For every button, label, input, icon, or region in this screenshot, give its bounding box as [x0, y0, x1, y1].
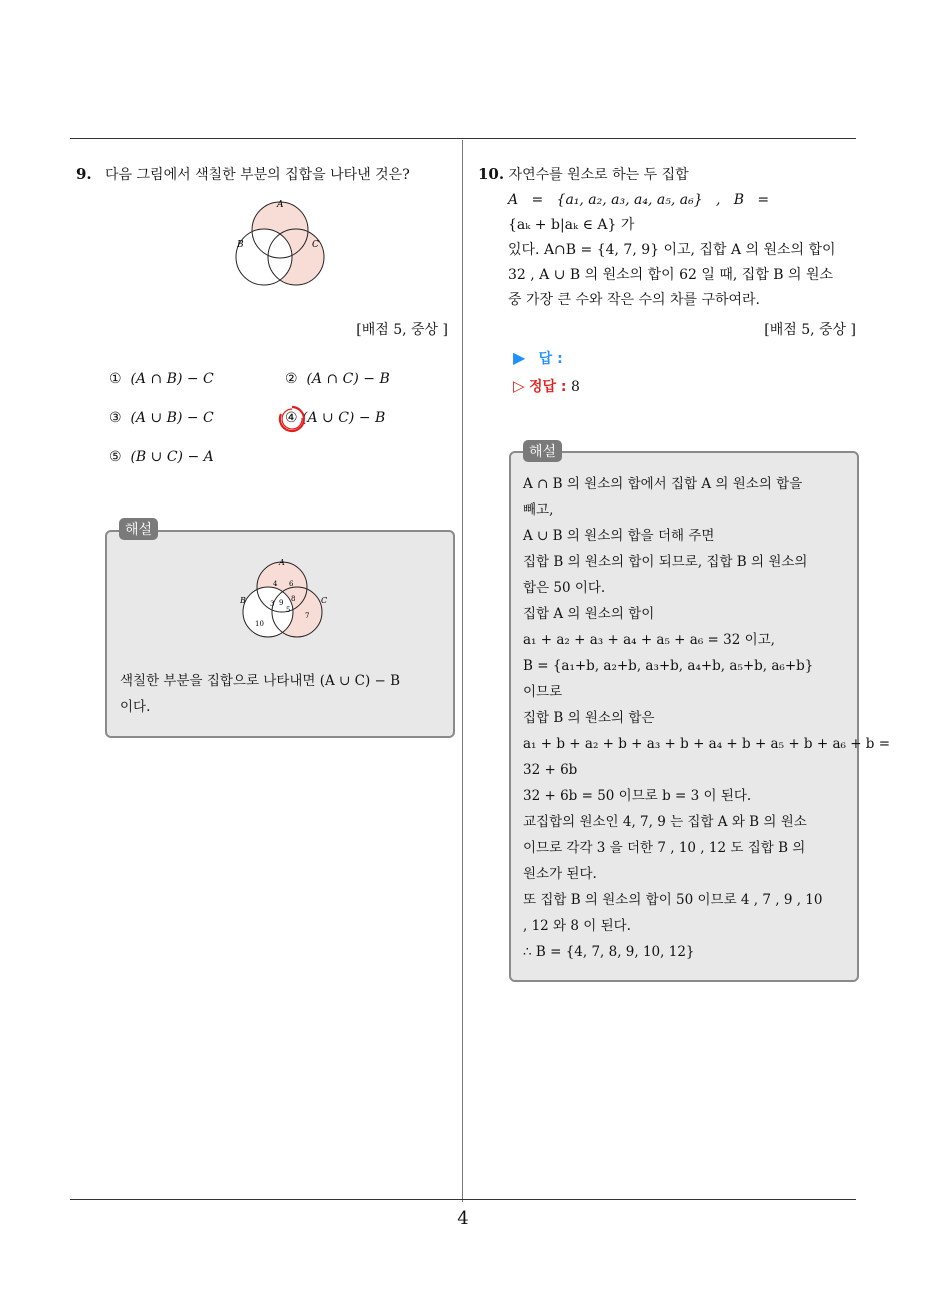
choice-text: (A ∪ C) − B [302, 410, 386, 426]
choice-text: (A ∩ B) − C [130, 371, 214, 387]
region-number: 4 [273, 580, 278, 588]
region-number: 8 [291, 595, 296, 603]
venn-label-b: B [237, 240, 244, 250]
venn-diagram-solution [235, 556, 335, 646]
solution-line: 이다. [120, 699, 151, 715]
choice-text: (A ∪ B) − C [130, 410, 214, 426]
solution-tag-9: 해설 [119, 518, 158, 540]
choice-2[interactable] [285, 371, 390, 387]
question-10 [478, 162, 858, 313]
solution-line: 색칠한 부분을 집합으로 나타내면 (A ∪ C) − B [120, 673, 401, 689]
solution-line: 집합 A 의 원소의 합이 [523, 606, 655, 622]
question-line: 32 , A ∪ B 의 원소의 합이 62 일 때, 집합 B 의 원소 [508, 267, 834, 283]
answer-line [513, 348, 563, 368]
region-number: 6 [289, 580, 294, 588]
question-9-header [76, 162, 448, 188]
solution-line: , 12 와 8 이 된다. [523, 918, 631, 934]
region-number: 3 [270, 600, 275, 608]
question-10-meta: [배점 5, 중상 ] [764, 322, 856, 338]
column-divider [462, 140, 463, 1202]
correct-label: 정답 : [529, 379, 567, 395]
play-arrow-icon: ▶ [513, 348, 526, 367]
solution-line: 합은 50 이다. [523, 580, 606, 596]
correct-answer-line [513, 376, 580, 396]
page-number: 4 [457, 1208, 469, 1229]
question-line: 중 가장 큰 수와 작은 수의 차를 구하여라. [508, 292, 760, 308]
solution-box-9 [105, 530, 455, 738]
venn-label-a: A [279, 558, 285, 567]
question-line: {aₖ + b|aₖ ∈ A} 가 [508, 217, 635, 233]
question-number: 9. [76, 165, 92, 183]
choice-text: (B ∪ C) − A [130, 449, 214, 465]
region-number: 7 [305, 612, 310, 620]
solution-line: 이므로 [523, 684, 563, 700]
solution-line: a₁ + b + a₂ + b + a₃ + b + a₄ + b + a₅ + b + a₆ + b = [523, 736, 891, 752]
venn-label-b: B [240, 596, 246, 605]
solution-line: ∴ B = {4, 7, 8, 9, 10, 12} [523, 944, 695, 960]
solution-line: 집합 B 의 원소의 합은 [523, 710, 655, 726]
region-number: 10 [255, 620, 264, 628]
question-line: 있다. A∩B = {4, 7, 9} 이고, 집합 A 의 원소의 합이 [508, 242, 836, 258]
outline-arrow-icon: ▷ [513, 377, 525, 395]
solution-line: 빼고, [523, 502, 554, 518]
solution-line: 32 + 6b [523, 762, 578, 778]
choice-text: (A ∩ C) − B [306, 371, 390, 387]
question-line: 자연수를 원소로 하는 두 집합 [508, 167, 689, 183]
choice-mark: ③ [109, 410, 122, 426]
choice-5[interactable] [109, 449, 214, 465]
question-text: 다음 그림에서 색칠한 부분의 집합을 나타낸 것은? [105, 167, 410, 183]
question-9 [76, 162, 448, 188]
choice-mark: ② [285, 371, 298, 387]
region-number: 5 [286, 606, 291, 614]
region-number: 9 [279, 599, 284, 607]
choice-3[interactable] [109, 410, 214, 426]
solution-line: B = {a₁+b, a₂+b, a₃+b, a₄+b, a₅+b, a₆+b} [523, 658, 814, 674]
venn-label-c: C [321, 596, 328, 605]
question-number: 10. [478, 165, 505, 183]
answer-label: 답 : [538, 351, 563, 367]
venn-label-c: C [312, 240, 319, 250]
choice-1[interactable] [109, 371, 214, 387]
venn-label-a: A [277, 200, 284, 210]
venn-diagram-question [228, 196, 338, 296]
solution-line: 교집합의 원소인 4, 7, 9 는 집합 A 와 B 의 원소 [523, 814, 807, 830]
solution-line: A ∩ B 의 원소의 합에서 집합 A 의 원소의 합을 [523, 476, 803, 492]
choice-mark: ① [109, 371, 122, 387]
solution-box-10 [509, 451, 891, 982]
correct-value: 8 [570, 379, 580, 395]
solution-line: a₁ + a₂ + a₃ + a₄ + a₅ + a₆ = 32 이고, [523, 632, 775, 648]
question-line: A = {a₁, a₂, a₃, a₄, a₅, a₆} , B = [508, 192, 770, 208]
question-9-meta: [배점 5, 중상 ] [356, 322, 448, 338]
solution-line: 이므로 각각 3 을 더한 7 , 10 , 12 도 집합 B 의 [523, 840, 806, 856]
solution-line: 32 + 6b = 50 이므로 b = 3 이 된다. [523, 788, 752, 804]
solution-line: A ∪ B 의 원소의 합을 더해 주면 [523, 528, 715, 544]
bottom-rule [70, 1199, 856, 1200]
top-rule [70, 138, 856, 139]
solution-line: 원소가 된다. [523, 866, 597, 882]
solution-line: 또 집합 B 의 원소의 합이 50 이므로 4 , 7 , 9 , 10 [523, 892, 823, 908]
choice-mark: ④ [285, 410, 298, 426]
choice-mark: ⑤ [109, 449, 122, 465]
answer-circle-mark [277, 404, 307, 434]
solution-line: 집합 B 의 원소의 합이 되므로, 집합 B 의 원소의 [523, 554, 808, 570]
question-10-header [478, 162, 858, 188]
solution-tag-10: 해설 [523, 440, 562, 462]
